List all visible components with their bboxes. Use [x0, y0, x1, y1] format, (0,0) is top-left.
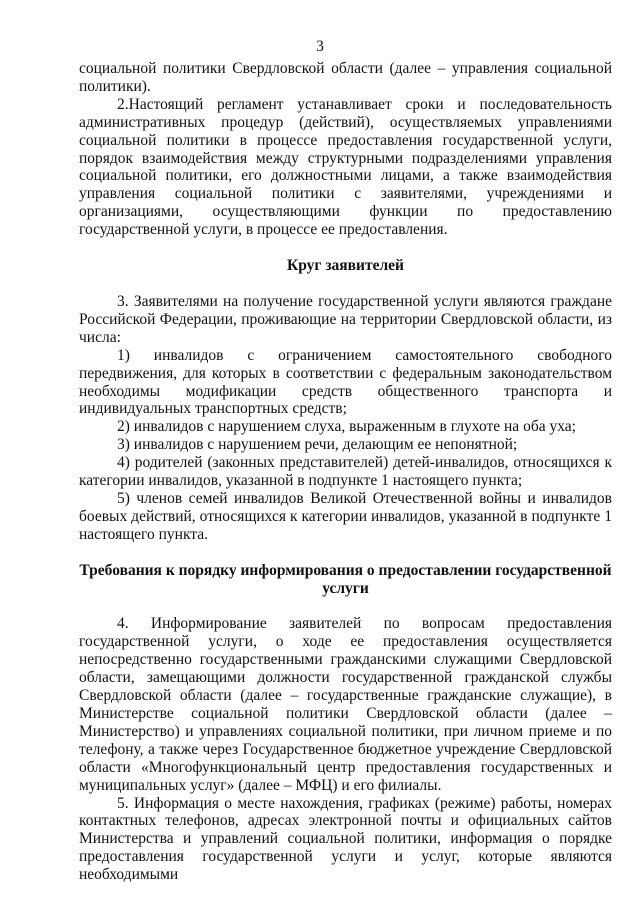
page-number: 3 [316, 38, 324, 55]
paragraph-item-5: 5. Информация о месте нахождения, графиках (режиме) работы, номерах контактных телефонов, адресах электронной почты и официальных сайтов Министерства и управлений социальной политики, информация о порядке предоставления государственной услуги и услуг, которые являются необходимыми [79, 794, 612, 884]
list-item-5: 5) членов семей инвалидов Великой Отечественной войны и инвалидов боевых действий, относящихся к категории инвалидов, указанной в подпункте 1 настоящего пункта. [79, 489, 612, 543]
list-item-1: 1) инвалидов с ограничением самостоятельного свободного передвижения, для которых в соответствии с федеральным законодательством необходимы модификации средств общественного транспорта и индивидуальных транспортных средств; [79, 346, 612, 418]
paragraph-continuation: социальной политики Свердловской области (далее – управления социальной политики). [79, 60, 612, 95]
paragraph-item-3: 3. Заявителями на получение государственной услуги являются граждане Российской Федерации, проживающие на территории Свердловской области, из числа: [79, 292, 612, 346]
section-heading-applicants: Круг заявителей [287, 257, 404, 275]
paragraph-item-4: 4. Информирование заявителей по вопросам предоставления государственной услуги, о ходе ее предоставления осуществляется непосредственно государственными гражданскими служащими Свердловской области, замещающими должности государственной гражданской службы Свердловской области (далее – государственные гражданские служащие), в Министерстве социальной политики Свердловской области (далее – Министерство) и управлениях социальной политики, при личном приеме и по телефону, а также через Государственное бюджетное учреждение Свердловской области «Многофункциональный центр предоставления государственных и муниципальных услуг» (далее – МФЦ) и его филиалы. [79, 615, 612, 794]
list-item-2: 2) инвалидов с нарушением слуха, выраженным в глухоте на оба уха; [117, 418, 576, 436]
list-item-4: 4) родителей (законных представителей) детей-инвалидов, относящихся к категории инвалидов, указанной в подпункте 1 настоящего пункта; [79, 454, 612, 490]
list-item-3: 3) инвалидов с нарушением речи, делающим ее непонятной; [117, 436, 518, 454]
paragraph-item-2: 2.Настоящий регламент устанавливает сроки и последовательность административных процедур (действий), осуществляемых управлениями социальной политики в процессе предоставления государственной услуги, порядок взаимодействия между структурными подразделениями управления социальной политики, его должностными лицами, а также взаимодействия управления социальной политики с заявителями, учреждениями и организациями, осуществляющими функции по предоставлению государственной услуги, в процессе ее предоставления. [79, 95, 612, 239]
document-body [79, 60, 612, 884]
section-heading-informing: Требования к порядку информирования о предоставлении государственной услуги [79, 561, 612, 597]
